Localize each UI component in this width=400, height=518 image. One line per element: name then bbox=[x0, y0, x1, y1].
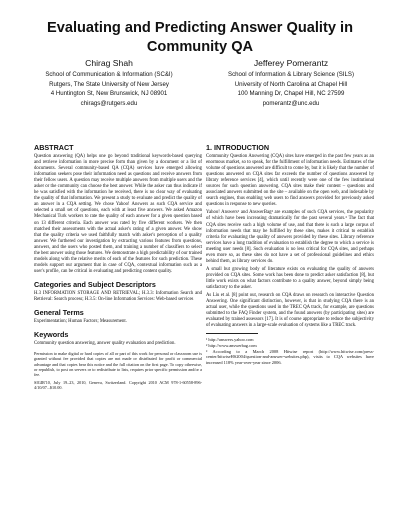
author-block-2 bbox=[206, 58, 376, 108]
footnote[interactable]: ¹ http://answers.yahoo.com bbox=[206, 337, 254, 343]
author-affiliation: School of Communication & Information (SC&I) bbox=[45, 71, 173, 78]
author-institution: Rutgers, The State University of New Jersey bbox=[49, 80, 169, 88]
intro-paragraph: As Liu et al. [8] point out, research on CQA draws on research on interactive Question Answering. One significant distinction, however, is that in studying CQA there is an actual user, while the questions used in the TREC QA track, for example, are questions submitted to the FAQ Finder system, and the found answers (by participating sites) are evaluated by trained assessors [17]. It is of course appropriate to reduce the subjectivity of evaluating answers in a large-scale evaluation of systems like a TREC track. bbox=[206, 293, 374, 329]
general-terms-heading: General Terms bbox=[34, 308, 84, 318]
author-affiliation: School of Information & Library Science (SILS) bbox=[228, 71, 354, 78]
keywords-heading: Keywords bbox=[34, 330, 69, 340]
right-column bbox=[206, 143, 374, 365]
copyright-notice: Permission to make digital or hard copies of all or part of this work for personal or classroom use is granted without fee provided that copies are not made or distributed for profit or commercial advantage and that copies bear this notice and the full citation on the first page. To copy otherwise, or republish, to post on servers or to redistribute to lists, requires prior specific permission and/or a fee. bbox=[34, 351, 202, 378]
categories-text: H.3 INFORMATION STORAGE AND RETRIEVAL; H.3.3: Information Search and Retrieval: Search process; H.3.5: On-line Information Services: Web-based services bbox=[34, 290, 202, 302]
author-block-1 bbox=[24, 58, 194, 108]
author-address: 100 Manning Dr, Chapel Hill, NC 27599 bbox=[237, 90, 345, 97]
author-address: 4 Huntington St, New Brunswick, NJ 08901 bbox=[50, 90, 168, 97]
footnote-divider bbox=[206, 333, 258, 334]
general-terms-text: Experimentation; Human Factors; Measurement. bbox=[34, 319, 127, 325]
conference-notice: SIGIR'10, July 19–23, 2010, Geneva, Switzerland. Copyright 2010 ACM 978-1-60558-896-4/10/07...$10.00. bbox=[34, 379, 202, 390]
categories-heading: Categories and Subject Descriptors bbox=[34, 279, 156, 289]
intro-heading: 1. INTRODUCTION bbox=[206, 143, 270, 152]
abstract-heading: ABSTRACT bbox=[34, 143, 74, 152]
intro-paragraph: A small but growing body of literature exists on evaluating the quality of answers provided on CQA sites. Some work has been done to predict asker satisfaction [8], but little work exists on what factors contribute to a quality answer, beyond simply being satisfactory to the asker. bbox=[206, 266, 374, 290]
author-email[interactable]: chirags@rutgers.edu bbox=[80, 99, 138, 107]
intro-paragraph: Yahoo! Answers¹ and AnswerBag² are examples of such CQA services, the popularity of which have been increasing dramatically for the past several years.³ The fact that CQA sites receive such a high volume of use, and that there is such a large corpus of information needs that may be fulfilled by these sites, makes it critical to establish criteria for evaluating the quality of answers provided by these sites. Library reference services have a long tradition of evaluation to establish the degree to which a service is meeting user needs [8]. Such evaluation is no less critical for CQA sites, and perhaps even more so, as these sites do not have a set of professional guidelines and ethics behind them, as library services do. bbox=[206, 210, 374, 264]
intro-paragraph: Community Question Answering (CQA) sites have emerged in the past few years as an enormous market, so to speak, for the fulfillment of information needs. Estimates of the volume of questions answered are difficult to come by, but it is likely that the number of questions answered on CQA sites far exceeds the number of questions answered by library reference services [4], which until recently were one of the few institutional sources for such question answering. CQA sites make their content – questions and associated answers submitted on the site – available on the open web, and indexable by search engines, thus enabling web users to find answers provided for previously asked questions in response to new queries. bbox=[206, 154, 374, 208]
footnote: ³ According to a March 2008 Hitwise report (http://www.hitwise.com/press-center/hitwiseHS2004/question-and-answer-websites.php), visits to CQA websites have increased 118% year-over-year since 2006. bbox=[206, 348, 374, 365]
author-institution: University of North Carolina at Chapel Hill bbox=[234, 80, 348, 88]
left-column bbox=[34, 143, 202, 390]
author-name: Chirag Shah bbox=[85, 58, 133, 68]
keywords-text: Community question answering, answer quality evaluation and prediction. bbox=[34, 341, 176, 347]
abstract-text: Question answering (QA) helps one go beyond traditional keywords-based querying and retrieve information in more precise form than given by a document or a list of documents. Several community-based QA (CQA) services have emerged allowing information seekers pose their information need as questions and receive answers from their fellow users. A question may receive multiple answers from multiple users and the asker or the community can choose the best answer. While the asker can thus indicate if he was satisfied with the information he received, there is no clear way of evaluating the quality of that information. We present a study to evaluate and predict the quality of an answer in a CQA setting. We chose Yahoo! Answers as such CQA service and selected a small set of questions, each with at least five answers. We asked Amazon Mechanical Turk workers to rate the quality of each answer for a given question based on 13 different criteria. Each answer was rated by five different workers. We then matched their assessments with the actual asker's rating of a given answer. We show that the quality criteria we used faithfully match with asker's perception of a quality answer. We furthered our investigation by extracting various features from questions, answers, and the users who posted them, and training a number of classifiers to select the best answer using those features. We demonstrate a high predictability of our trained models along with the relative merits of each of the features for such prediction. These models support our argument that in case of CQA, contextual information such as a user's profile, can be critical in evaluating and predicting content quality. bbox=[34, 154, 202, 274]
author-name: Jefferey Pomerantz bbox=[253, 58, 329, 68]
author-email[interactable]: pomerantz@unc.edu bbox=[262, 99, 320, 107]
footnote[interactable]: ² http://www.answerbag.com bbox=[206, 342, 257, 348]
paper-title: Evaluating and Predicting Answer Quality in Community QA bbox=[47, 20, 353, 55]
